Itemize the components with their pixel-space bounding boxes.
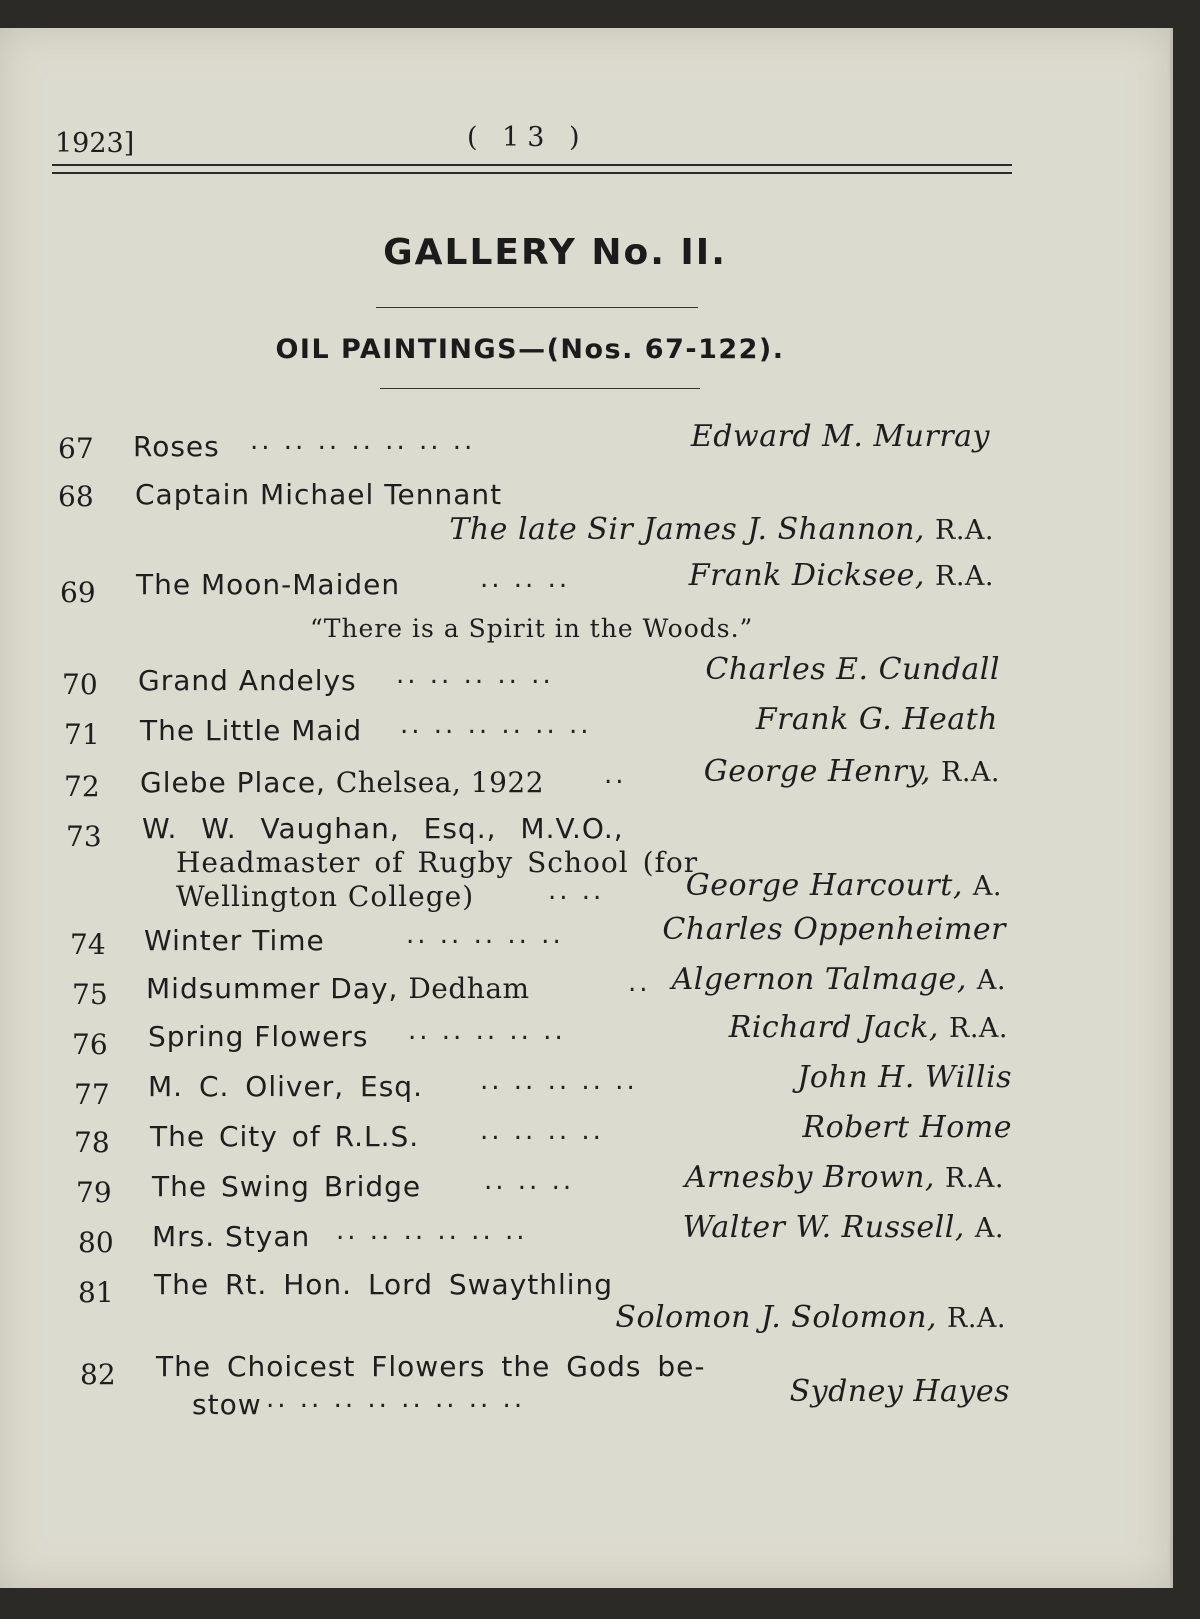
entry-artist: Sydney Hayes: [789, 1374, 1010, 1409]
entry-title: The Little Maid: [140, 714, 363, 747]
leader-dots: .. .. .. .. .. ..: [336, 1216, 528, 1246]
entry-title-line2: Headmaster of Rugby School (for: [176, 846, 699, 879]
gallery-title: GALLERY No. II.: [383, 232, 727, 273]
entry-artist: Frank G. Heath: [755, 702, 998, 737]
leader-dots: .. .. ..: [480, 564, 571, 594]
entry-number: 81: [78, 1276, 114, 1309]
entry-title: W. W. Vaughan, Esq., M.V.O.,: [142, 812, 624, 845]
entry-title: Roses: [133, 430, 220, 463]
entry-title: The Rt. Hon. Lord Swaythling: [154, 1268, 614, 1301]
entry-number: 73: [66, 820, 102, 853]
leader-dots: .. .. .. .. ..: [480, 1066, 638, 1096]
entry-artist: Charles Oppenheimer: [662, 912, 1006, 947]
entry-number: 68: [58, 480, 94, 513]
header-double-rule: [52, 164, 1012, 174]
entry-number: 69: [60, 576, 96, 609]
leader-dots: .. .. .. .. .. .. ..: [250, 426, 476, 456]
page-header: [52, 100, 1012, 160]
subtitle-rule: [380, 388, 700, 389]
entry-number: 80: [78, 1226, 114, 1259]
entry-title: Midsummer Day, Dedham: [146, 972, 530, 1005]
entry-title: Captain Michael Tennant: [135, 478, 503, 511]
leader-dots: .. .. .. .. .. .. .. ..: [266, 1384, 526, 1414]
section-subtitle: OIL PAINTINGS—(Nos. 67-122).: [275, 334, 785, 365]
entry-title: The Swing Bridge: [152, 1170, 422, 1203]
entry-artist: Frank Dicksee, R.A.: [688, 558, 994, 593]
entry-artist: Charles E. Cundall: [705, 652, 1000, 687]
entry-number: 78: [74, 1126, 110, 1159]
entry-title: Grand Andelys: [138, 664, 357, 697]
entry-artist: Arnesby Brown, R.A.: [684, 1160, 1004, 1195]
entry-number: 71: [64, 718, 100, 751]
leader-dots: .. .. ..: [484, 1166, 575, 1196]
entry-number: 74: [70, 928, 106, 961]
entry-artist: Edward M. Murray: [690, 419, 990, 454]
leader-dots: ..: [628, 968, 651, 998]
entry-artist: Richard Jack, R.A.: [728, 1010, 1008, 1045]
entry-title: Winter Time: [144, 924, 325, 957]
entry-artist: The late Sir James J. Shannon, R.A.: [449, 512, 994, 547]
entry-artist: Solomon J. Solomon, R.A.: [615, 1300, 1006, 1335]
entry-artist: Algernon Talmage, A.: [671, 962, 1006, 997]
entry-title: The Choicest Flowers the Gods be-: [156, 1350, 706, 1383]
leader-dots: .. .. .. .. ..: [408, 1016, 566, 1046]
entry-title-line2: stow: [192, 1388, 262, 1421]
entry-title: Glebe Place, Chelsea, 1922: [140, 766, 545, 799]
entry-title: The Moon-Maiden: [136, 568, 401, 601]
leader-dots: .. .. .. ..: [480, 1116, 604, 1146]
entry-number: 82: [80, 1358, 116, 1391]
entry-number: 67: [58, 432, 94, 465]
entry-artist: John H. Willis: [797, 1060, 1012, 1095]
entry-number: 77: [74, 1078, 110, 1111]
leader-dots: .. .. .. .. ..: [396, 660, 554, 690]
entry-quote: “There is a Spirit in the Woods.”: [310, 614, 754, 643]
entry-title-line3: Wellington College): [176, 880, 475, 913]
page-number: ( 13 ): [467, 122, 588, 153]
entry-title: The City of R.L.S.: [150, 1120, 420, 1153]
leader-dots: .. .. .. .. ..: [406, 920, 564, 950]
entry-number: 72: [64, 770, 100, 803]
entry-artist: George Henry, R.A.: [703, 754, 1000, 789]
leader-dots: .. ..: [548, 876, 605, 906]
leader-dots: .. .. .. .. .. ..: [400, 710, 592, 740]
entry-title: M. C. Oliver, Esq.: [148, 1070, 423, 1103]
title-rule: [376, 307, 698, 308]
entry-number: 79: [76, 1176, 112, 1209]
entry-artist: George Harcourt, A.: [685, 868, 1002, 903]
entry-title: Mrs. Styan: [152, 1220, 311, 1253]
entry-number: 76: [72, 1028, 108, 1061]
entry-title: Spring Flowers: [148, 1020, 369, 1053]
entry-artist: Walter W. Russell, A.: [682, 1210, 1004, 1245]
entry-number: 70: [62, 668, 98, 701]
leader-dots: ..: [604, 760, 627, 790]
header-year: 1923]: [55, 128, 135, 159]
entry-artist: Robert Home: [802, 1110, 1012, 1145]
entry-number: 75: [72, 978, 108, 1011]
